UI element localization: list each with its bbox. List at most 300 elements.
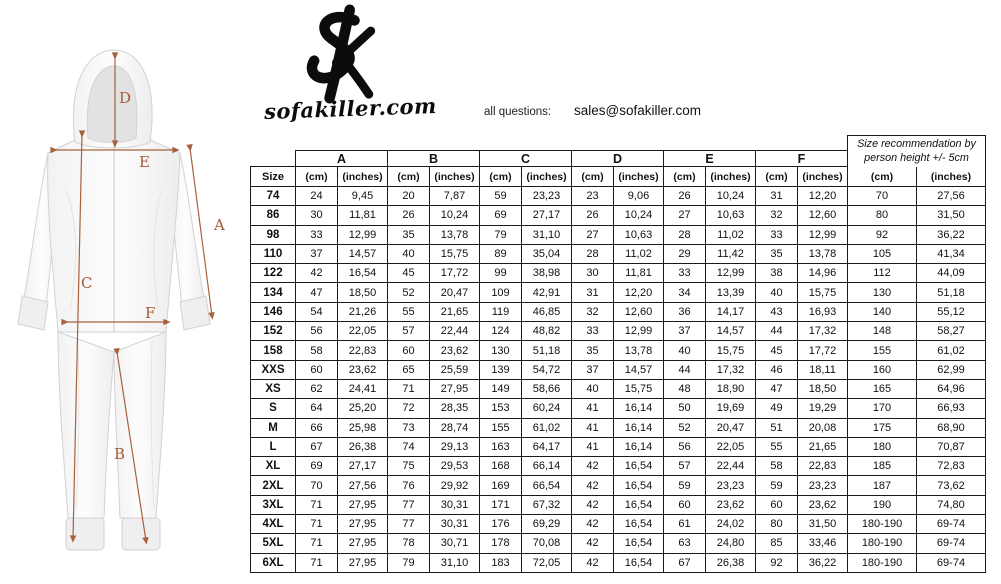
value-cell: 70,87 — [917, 437, 986, 456]
value-cell: 170 — [848, 399, 917, 418]
value-cell: 23,62 — [430, 341, 480, 360]
table-row — [251, 244, 986, 263]
size-cell: 3XL — [251, 495, 296, 514]
value-cell: 44,09 — [917, 264, 986, 283]
value-cell: 20,08 — [798, 418, 848, 437]
value-cell: 35,04 — [522, 244, 572, 263]
size-cell: 158 — [251, 341, 296, 360]
value-cell: 23 — [572, 187, 614, 206]
value-cell: 26 — [664, 187, 706, 206]
value-cell: 46 — [756, 360, 798, 379]
size-cell: 5XL — [251, 534, 296, 553]
value-cell: 22,05 — [338, 322, 388, 341]
right-cuff — [180, 296, 210, 330]
value-cell: 64,17 — [522, 437, 572, 456]
unit-cm-recommendation: (cm) — [848, 167, 917, 187]
value-cell: 16,54 — [614, 515, 664, 534]
value-cell: 73,62 — [917, 476, 986, 495]
value-cell: 28 — [572, 244, 614, 263]
value-cell: 21,65 — [430, 302, 480, 321]
value-cell: 26 — [572, 206, 614, 225]
size-cell: XXS — [251, 360, 296, 379]
value-cell: 60 — [388, 341, 430, 360]
value-cell: 13,78 — [798, 244, 848, 263]
value-cell: 69 — [296, 457, 338, 476]
size-cell: 98 — [251, 225, 296, 244]
table-row — [251, 360, 986, 379]
value-cell: 16,54 — [614, 457, 664, 476]
size-cell: 4XL — [251, 515, 296, 534]
value-cell: 25,98 — [338, 418, 388, 437]
value-cell: 11,02 — [706, 225, 756, 244]
value-cell: 42,91 — [522, 283, 572, 302]
unit-inches-a: (inches) — [338, 167, 388, 187]
value-cell: 71 — [296, 553, 338, 572]
value-cell: 180-190 — [848, 534, 917, 553]
value-cell: 112 — [848, 264, 917, 283]
value-cell: 17,32 — [798, 322, 848, 341]
group-header-a: A — [296, 151, 388, 167]
value-cell: 18,11 — [798, 360, 848, 379]
size-cell: 134 — [251, 283, 296, 302]
table-row — [251, 302, 986, 321]
header-spacer — [251, 151, 296, 167]
value-cell: 44 — [664, 360, 706, 379]
table-row — [251, 418, 986, 437]
value-cell: 12,20 — [614, 283, 664, 302]
value-cell: 185 — [848, 457, 917, 476]
unit-cm-e: (cm) — [664, 167, 706, 187]
value-cell: 21,65 — [798, 437, 848, 456]
table-row — [251, 476, 986, 495]
value-cell: 119 — [480, 302, 522, 321]
value-cell: 155 — [848, 341, 917, 360]
size-cell: XL — [251, 457, 296, 476]
value-cell: 45 — [388, 264, 430, 283]
measure-label-a: A — [214, 216, 225, 234]
unit-cm-f: (cm) — [756, 167, 798, 187]
size-cell: 86 — [251, 206, 296, 225]
unit-cm-d: (cm) — [572, 167, 614, 187]
value-cell: 59 — [664, 476, 706, 495]
value-cell: 155 — [480, 418, 522, 437]
value-cell: 30,31 — [430, 495, 480, 514]
value-cell: 77 — [388, 515, 430, 534]
table-row — [251, 553, 986, 572]
value-cell: 28,35 — [430, 399, 480, 418]
value-cell: 169 — [480, 476, 522, 495]
value-cell: 10,24 — [706, 187, 756, 206]
value-cell: 11,42 — [706, 244, 756, 263]
value-cell: 20,47 — [430, 283, 480, 302]
value-cell: 61 — [664, 515, 706, 534]
value-cell: 24,02 — [706, 515, 756, 534]
value-cell: 13,78 — [430, 225, 480, 244]
size-cell: S — [251, 399, 296, 418]
onesie-figure — [18, 40, 230, 562]
contact-label: all questions: — [484, 106, 552, 118]
value-cell: 7,87 — [430, 187, 480, 206]
left-cuff — [18, 296, 48, 330]
value-cell: 69-74 — [917, 515, 986, 534]
value-cell: 30,31 — [430, 515, 480, 534]
recommendation-line1: Size recommendation by — [857, 137, 976, 150]
value-cell: 54 — [296, 302, 338, 321]
value-cell: 68,90 — [917, 418, 986, 437]
value-cell: 73 — [388, 418, 430, 437]
value-cell: 35 — [388, 225, 430, 244]
value-cell: 41,34 — [917, 244, 986, 263]
value-cell: 71 — [296, 534, 338, 553]
value-cell: 50 — [664, 399, 706, 418]
group-header-d: D — [572, 151, 664, 167]
value-cell: 45 — [756, 341, 798, 360]
value-cell: 48,82 — [522, 322, 572, 341]
value-cell: 62 — [296, 379, 338, 398]
value-cell: 10,63 — [614, 225, 664, 244]
value-cell: 14,57 — [706, 322, 756, 341]
value-cell: 89 — [480, 244, 522, 263]
value-cell: 28,74 — [430, 418, 480, 437]
value-cell: 27,56 — [917, 187, 986, 206]
size-table-grid — [250, 137, 986, 573]
value-cell: 33 — [296, 225, 338, 244]
measure-label-d: D — [119, 89, 132, 107]
group-header-e: E — [664, 151, 756, 167]
value-cell: 67 — [664, 553, 706, 572]
value-cell: 16,14 — [614, 437, 664, 456]
value-cell: 27,95 — [430, 379, 480, 398]
value-cell: 13,78 — [614, 341, 664, 360]
value-cell: 18,50 — [338, 283, 388, 302]
value-cell: 74,80 — [917, 495, 986, 514]
value-cell: 31,10 — [522, 225, 572, 244]
value-cell: 35 — [572, 341, 614, 360]
value-cell: 180-190 — [848, 553, 917, 572]
right-leg — [114, 332, 166, 518]
value-cell: 92 — [848, 225, 917, 244]
value-cell: 72 — [388, 399, 430, 418]
value-cell: 49 — [756, 399, 798, 418]
value-cell: 79 — [480, 225, 522, 244]
size-cell: 152 — [251, 322, 296, 341]
table-row — [251, 379, 986, 398]
table-row — [251, 206, 986, 225]
value-cell: 30 — [296, 206, 338, 225]
value-cell: 69-74 — [917, 534, 986, 553]
value-cell: 22,83 — [798, 457, 848, 476]
value-cell: 12,99 — [706, 264, 756, 283]
value-cell: 26,38 — [706, 553, 756, 572]
value-cell: 34 — [664, 283, 706, 302]
unit-cm-b: (cm) — [388, 167, 430, 187]
table-row — [251, 495, 986, 514]
value-cell: 41 — [572, 418, 614, 437]
value-cell: 25,20 — [338, 399, 388, 418]
measure-label-c: C — [81, 274, 93, 292]
table-row — [251, 437, 986, 456]
value-cell: 149 — [480, 379, 522, 398]
value-cell: 67,32 — [522, 495, 572, 514]
value-cell: 23,23 — [522, 187, 572, 206]
value-cell: 11,02 — [614, 244, 664, 263]
value-cell: 66,14 — [522, 457, 572, 476]
value-cell: 12,20 — [798, 187, 848, 206]
value-cell: 109 — [480, 283, 522, 302]
value-cell: 69,29 — [522, 515, 572, 534]
value-cell: 16,93 — [798, 302, 848, 321]
table-row — [251, 341, 986, 360]
value-cell: 12,99 — [798, 225, 848, 244]
value-cell: 22,44 — [706, 457, 756, 476]
value-cell: 31,50 — [917, 206, 986, 225]
size-cell: L — [251, 437, 296, 456]
value-cell: 139 — [480, 360, 522, 379]
value-cell: 23,62 — [706, 495, 756, 514]
value-cell: 11,81 — [614, 264, 664, 283]
size-cell: 74 — [251, 187, 296, 206]
onesie-garment — [18, 50, 210, 550]
table-row — [251, 283, 986, 302]
value-cell: 190 — [848, 495, 917, 514]
value-cell: 130 — [848, 283, 917, 302]
value-cell: 16,14 — [614, 418, 664, 437]
value-cell: 40 — [572, 379, 614, 398]
value-cell: 15,75 — [614, 379, 664, 398]
value-cell: 60 — [296, 360, 338, 379]
value-cell: 43 — [756, 302, 798, 321]
value-cell: 176 — [480, 515, 522, 534]
value-cell: 42 — [572, 515, 614, 534]
size-cell: 122 — [251, 264, 296, 283]
group-header-row — [251, 151, 986, 167]
table-row — [251, 322, 986, 341]
measure-label-f: F — [145, 304, 156, 322]
value-cell: 70,08 — [522, 534, 572, 553]
value-cell: 58 — [756, 457, 798, 476]
value-cell: 14,17 — [706, 302, 756, 321]
value-cell: 47 — [296, 283, 338, 302]
value-cell: 66,54 — [522, 476, 572, 495]
value-cell: 69 — [480, 206, 522, 225]
table-row — [251, 399, 986, 418]
value-cell: 31 — [572, 283, 614, 302]
value-cell: 15,75 — [706, 341, 756, 360]
left-ankle-cuff — [66, 518, 104, 550]
value-cell: 33 — [572, 322, 614, 341]
value-cell: 72,83 — [917, 457, 986, 476]
value-cell: 33,46 — [798, 534, 848, 553]
value-cell: 66,93 — [917, 399, 986, 418]
group-header-f: F — [756, 151, 848, 167]
value-cell: 21,26 — [338, 302, 388, 321]
value-cell: 80 — [756, 515, 798, 534]
value-cell: 12,60 — [798, 206, 848, 225]
value-cell: 32 — [572, 302, 614, 321]
value-cell: 15,75 — [430, 244, 480, 263]
value-cell: 58 — [296, 341, 338, 360]
value-cell: 42 — [296, 264, 338, 283]
value-cell: 63 — [664, 534, 706, 553]
value-cell: 22,83 — [338, 341, 388, 360]
value-cell: 35 — [756, 244, 798, 263]
value-cell: 57 — [664, 457, 706, 476]
value-cell: 42 — [572, 495, 614, 514]
value-cell: 46,85 — [522, 302, 572, 321]
table-row — [251, 457, 986, 476]
unit-cm-c: (cm) — [480, 167, 522, 187]
value-cell: 12,99 — [338, 225, 388, 244]
value-cell: 60,24 — [522, 399, 572, 418]
value-cell: 64 — [296, 399, 338, 418]
value-cell: 29,13 — [430, 437, 480, 456]
value-cell: 24,80 — [706, 534, 756, 553]
value-cell: 31,10 — [430, 553, 480, 572]
left-leg — [58, 332, 114, 518]
value-cell: 23,62 — [338, 360, 388, 379]
value-cell: 56 — [296, 322, 338, 341]
size-cell: XS — [251, 379, 296, 398]
size-table-body — [251, 187, 986, 573]
value-cell: 74 — [388, 437, 430, 456]
value-cell: 27,95 — [338, 515, 388, 534]
value-cell: 28 — [664, 225, 706, 244]
value-cell: 70 — [296, 476, 338, 495]
value-cell: 31,50 — [798, 515, 848, 534]
value-cell: 71 — [296, 495, 338, 514]
contact-email: sales@sofakiller.com — [574, 103, 701, 118]
value-cell: 65 — [388, 360, 430, 379]
value-cell: 20,47 — [706, 418, 756, 437]
value-cell: 62,99 — [917, 360, 986, 379]
value-cell: 76 — [388, 476, 430, 495]
value-cell: 9,45 — [338, 187, 388, 206]
value-cell: 130 — [480, 341, 522, 360]
value-cell: 165 — [848, 379, 917, 398]
unit-inches-d: (inches) — [614, 167, 664, 187]
value-cell: 70 — [848, 187, 917, 206]
value-cell: 178 — [480, 534, 522, 553]
value-cell: 31 — [756, 187, 798, 206]
table-row — [251, 264, 986, 283]
value-cell: 187 — [848, 476, 917, 495]
value-cell: 52 — [388, 283, 430, 302]
value-cell: 27,95 — [338, 534, 388, 553]
unit-header-row — [251, 167, 986, 187]
value-cell: 38 — [756, 264, 798, 283]
value-cell: 26,38 — [338, 437, 388, 456]
value-cell: 23,23 — [798, 476, 848, 495]
value-cell: 30,71 — [430, 534, 480, 553]
value-cell: 42 — [572, 534, 614, 553]
value-cell: 58,66 — [522, 379, 572, 398]
value-cell: 10,63 — [706, 206, 756, 225]
group-header-c: C — [480, 151, 572, 167]
value-cell: 48 — [664, 379, 706, 398]
value-cell: 160 — [848, 360, 917, 379]
value-cell: 148 — [848, 322, 917, 341]
unit-inches-e: (inches) — [706, 167, 756, 187]
value-cell: 105 — [848, 244, 917, 263]
value-cell: 60 — [756, 495, 798, 514]
size-cell: 6XL — [251, 553, 296, 572]
value-cell: 26 — [388, 206, 430, 225]
size-table — [250, 137, 986, 573]
table-row — [251, 187, 986, 206]
value-cell: 22,44 — [430, 322, 480, 341]
group-header-b: B — [388, 151, 480, 167]
value-cell: 25,59 — [430, 360, 480, 379]
value-cell: 27,17 — [522, 206, 572, 225]
value-cell: 78 — [388, 534, 430, 553]
value-cell: 41 — [572, 399, 614, 418]
value-cell: 33 — [664, 264, 706, 283]
unit-inches-b: (inches) — [430, 167, 480, 187]
value-cell: 11,81 — [338, 206, 388, 225]
value-cell: 18,90 — [706, 379, 756, 398]
value-cell: 71 — [388, 379, 430, 398]
value-cell: 40 — [388, 244, 430, 263]
value-cell: 40 — [664, 341, 706, 360]
value-cell: 51,18 — [522, 341, 572, 360]
recommendation-header-box — [847, 135, 986, 167]
value-cell: 80 — [848, 206, 917, 225]
value-cell: 52 — [664, 418, 706, 437]
value-cell: 61,02 — [522, 418, 572, 437]
value-cell: 71 — [296, 515, 338, 534]
value-cell: 58,27 — [917, 322, 986, 341]
value-cell: 36,22 — [917, 225, 986, 244]
value-cell: 51,18 — [917, 283, 986, 302]
value-cell: 17,32 — [706, 360, 756, 379]
value-cell: 175 — [848, 418, 917, 437]
value-cell: 36 — [664, 302, 706, 321]
unit-cm-a: (cm) — [296, 167, 338, 187]
value-cell: 27,95 — [338, 495, 388, 514]
value-cell: 36,22 — [798, 553, 848, 572]
value-cell: 66 — [296, 418, 338, 437]
value-cell: 47 — [756, 379, 798, 398]
value-cell: 27,95 — [338, 553, 388, 572]
value-cell: 51 — [756, 418, 798, 437]
value-cell: 22,05 — [706, 437, 756, 456]
value-cell: 14,57 — [614, 360, 664, 379]
right-ankle-cuff — [122, 518, 160, 550]
value-cell: 12,99 — [614, 322, 664, 341]
value-cell: 29,92 — [430, 476, 480, 495]
value-cell: 55 — [756, 437, 798, 456]
value-cell: 27 — [572, 225, 614, 244]
unit-inches-c: (inches) — [522, 167, 572, 187]
value-cell: 24 — [296, 187, 338, 206]
recommendation-header — [848, 137, 986, 167]
value-cell: 16,54 — [614, 495, 664, 514]
sofakiller-logo-icon — [293, 6, 393, 102]
value-cell: 9,06 — [614, 187, 664, 206]
value-cell: 44 — [756, 322, 798, 341]
value-cell: 183 — [480, 553, 522, 572]
value-cell: 54,72 — [522, 360, 572, 379]
value-cell: 69-74 — [917, 553, 986, 572]
value-cell: 77 — [388, 495, 430, 514]
value-cell: 99 — [480, 264, 522, 283]
value-cell: 10,24 — [430, 206, 480, 225]
value-cell: 12,60 — [614, 302, 664, 321]
measure-label-b: B — [114, 445, 126, 463]
value-cell: 55,12 — [917, 302, 986, 321]
value-cell: 92 — [756, 553, 798, 572]
value-cell: 32 — [756, 206, 798, 225]
